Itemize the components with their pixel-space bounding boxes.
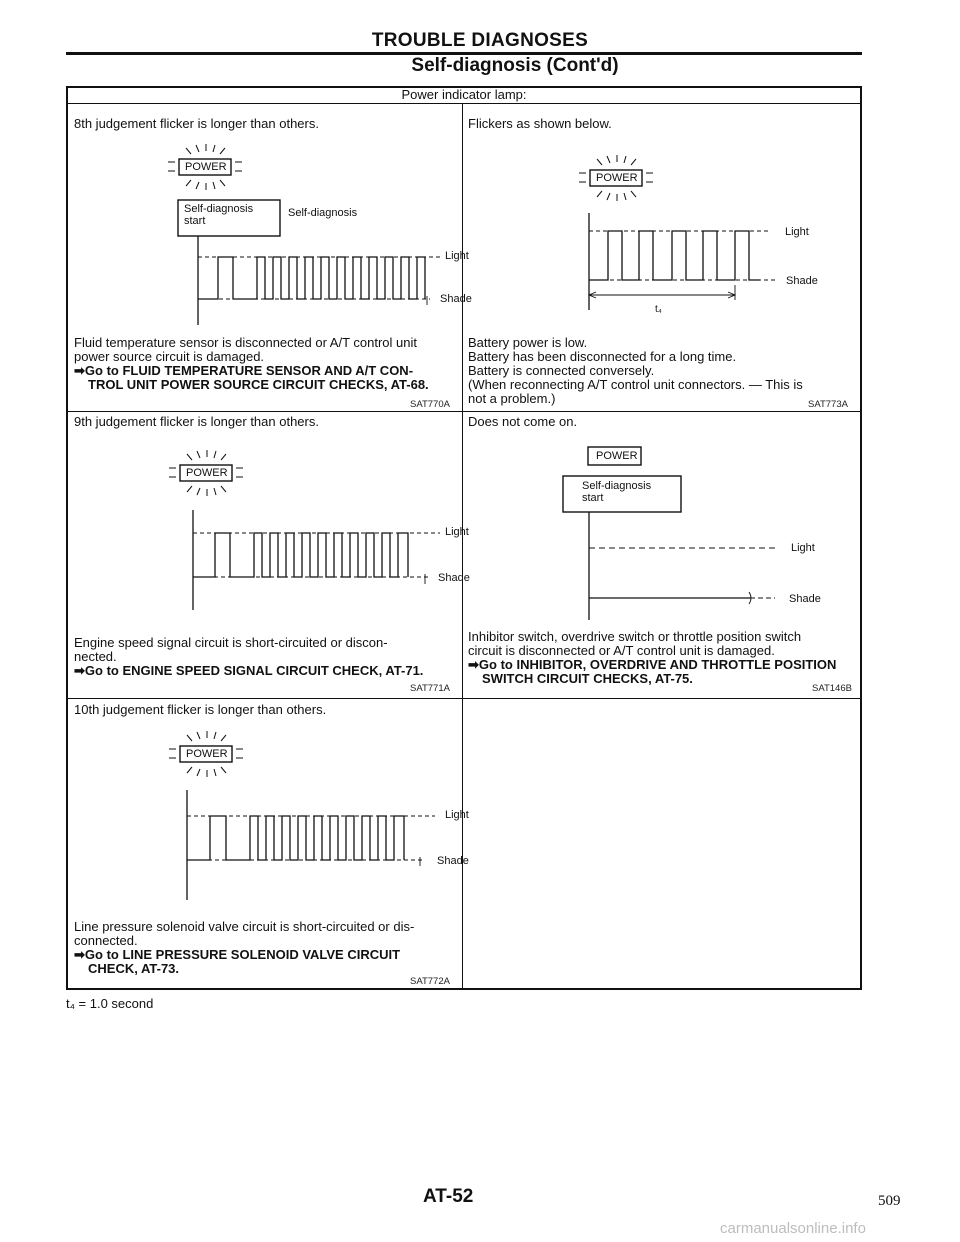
cell-8-action-line-2: TROL UNIT POWER SOURCE CIRCUIT CHECKS, AT-68. [88,377,429,392]
cell-9-heading: 9th judgement flicker is longer than others. [74,414,319,429]
cell-battery-desc-line-5: not a problem.) [468,391,556,406]
cell-battery-desc-line-2: Battery has been disconnected for a long time. [468,349,737,364]
cell-10-desc-line-1: Line pressure solenoid valve circuit is short-circuited or dis- [74,919,415,934]
cell-8-desc-line-1: Fluid temperature sensor is disconnected or A/T control unit [74,335,417,350]
cell-9-action-line-1: Go to ENGINE SPEED SIGNAL CIRCUIT CHECK, AT-71. [84,663,424,678]
page-title: TROUBLE DIAGNOSES [371,30,589,51]
cell-10-code: SAT772A [410,976,450,987]
cell-8-heading: 8th judgement flicker is longer than others. [74,116,319,131]
cell-battery-light-label: Light [785,226,809,238]
page-number: 509 [878,1193,901,1209]
cell-10-shade-label: Shade [437,855,469,867]
selfdiag-label-1: Self-diagnosis [288,207,358,219]
cell-9-shade-label: Shade [438,572,470,584]
cell-8-power-label: POWER [185,161,227,173]
cell-8-action-line-1: Go to FLUID TEMPERATURE SENSOR AND A/T CON- [84,363,414,378]
arrow-icon: ➡ [74,663,85,678]
cell-nocome-desc-line-2: circuit is disconnected or A/T control unit is damaged. [468,643,775,658]
cell-nocome-shade-label: Shade [789,593,821,605]
cell-nocome-action-line-2: SWITCH CIRCUIT CHECKS, AT-75. [482,671,693,686]
cell-battery-shade-label: Shade [786,275,818,287]
arrow-icon: ➡ [468,657,479,672]
selfdiag-text-1: Self-diagnosis [184,203,254,215]
cell-nocome-light-label: Light [791,542,815,554]
cell-nocome-power-label: POWER [596,450,638,462]
cell-nocome-action-line-1: Go to INHIBITOR, OVERDRIVE AND THROTTLE POSITION [478,657,837,672]
cell-battery-power-label: POWER [596,172,638,184]
page-id: AT-52 [423,1186,474,1207]
selfdiag-text-2: start [184,215,206,227]
cell-nocome-desc-line-1: Inhibitor switch, overdrive switch or throttle position switch [468,629,802,644]
cell-battery-heading: Flickers as shown below. [468,116,612,131]
arrow-icon: ➡ [74,947,85,962]
cell-battery-t-label: t₄ [655,304,662,315]
flicker-waveform [187,790,435,900]
cell-battery-desc-line-4: (When reconnecting A/T control unit connectors. — This is [468,377,803,392]
cell-10-description [74,920,462,976]
footnote: t₄ = 1.0 second [66,996,154,1011]
cell-10-heading: 10th judgement flicker is longer than others. [74,702,327,717]
cell-8-desc-line-2: power source circuit is damaged. [74,349,265,364]
watermark: carmanualsonline.info [720,1220,866,1237]
cell-battery-code: SAT773A [808,399,848,410]
cell-8-shade-label: Shade [440,293,472,305]
cell-9-desc-line-1: Engine speed signal circuit is short-circuited or discon- [74,635,388,650]
cell-9-light-label: Light [445,526,469,538]
cell-8-light-label: Light [445,250,469,262]
cell-10-power-label: POWER [186,748,228,760]
cell-9-code: SAT771A [410,683,450,694]
cell-9-power-label: POWER [186,467,228,479]
cell-9-desc-line-2: nected. [74,649,117,664]
cell-8-code: SAT770A [410,399,450,410]
cell-10-light-label: Light [445,809,469,821]
cell-battery-desc-line-1: Battery power is low. [468,335,588,350]
table-header: Power indicator lamp: [401,87,527,102]
arrow-icon: ➡ [74,363,85,378]
cell-battery-desc-line-3: Battery is connected conversely. [468,363,655,378]
cell-10-action [74,948,462,962]
cell-nocome-heading: Does not come on. [468,414,578,429]
cell-nocome-code: SAT146B [812,683,852,694]
selfdiag-text-2: start [582,492,604,504]
cell-10-desc-line-2: connected. [74,933,138,948]
page-subtitle: Self-diagnosis (Cont'd) [411,55,619,76]
cell-10-action-line-1: Go to LINE PRESSURE SOLENOID VALVE CIRCUIT [84,947,401,962]
cell-10-action-line-2: CHECK, AT-73. [88,961,180,976]
selfdiag-text-1: Self-diagnosis [582,480,652,492]
